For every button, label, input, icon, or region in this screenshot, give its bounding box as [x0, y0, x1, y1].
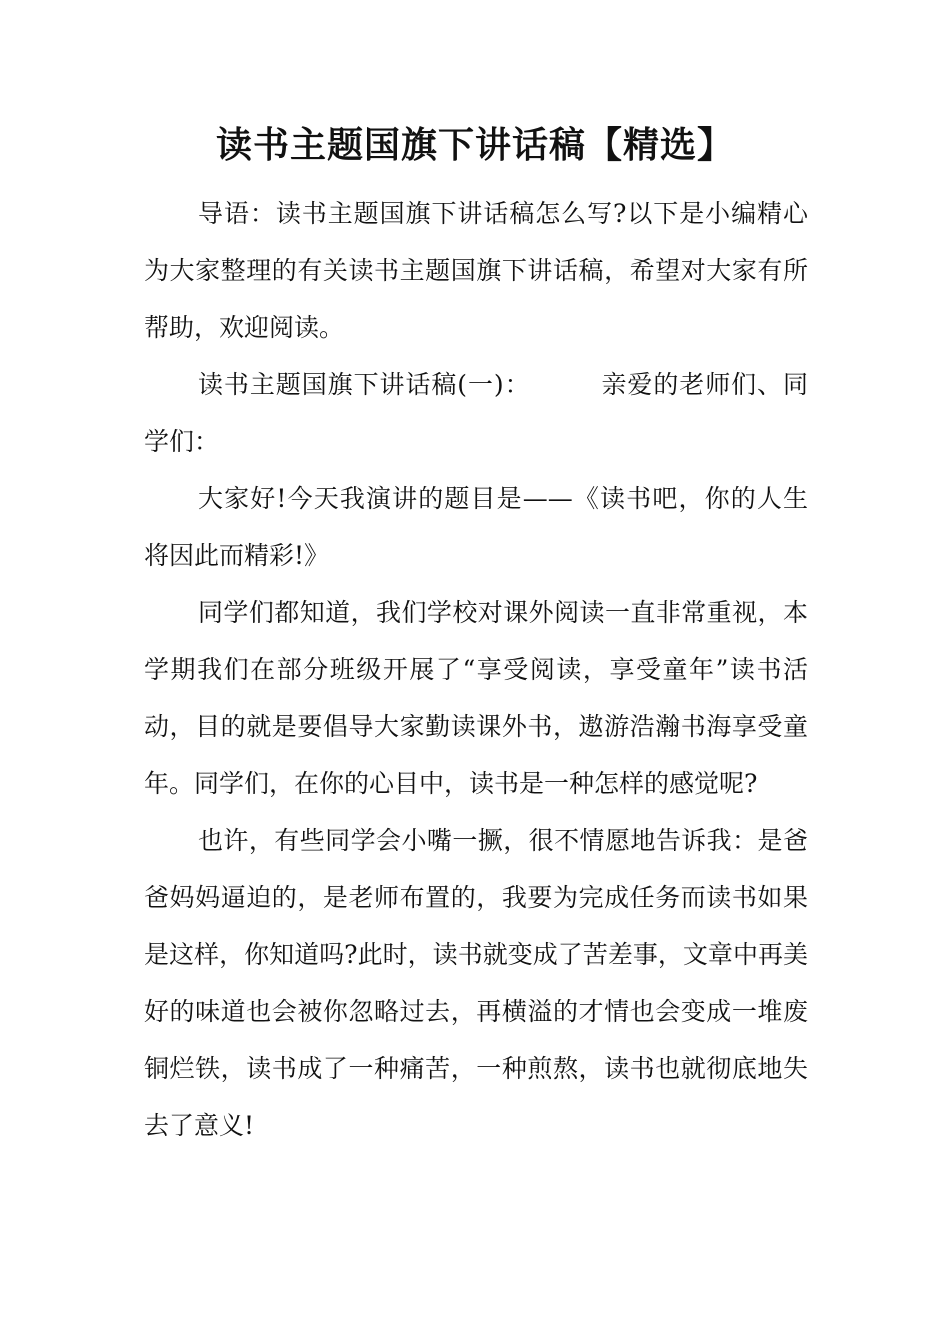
- speech-opening-paragraph: 大家好!今天我演讲的题目是——《读书吧，你的人生将因此而精彩!》: [144, 484, 808, 570]
- body-paragraph: 同学们都知道，我们学校对课外阅读一直非常重视，本学期我们在部分班级开展了“享受阅读，享受童年”读书活动，目的就是要倡导大家勤读课外书，遨游浩瀚书海享受童年。同学们，在你的心目中，读书是一种怎样的感觉呢?: [144, 598, 808, 798]
- intro-paragraph: 导语：读书主题国旗下讲话稿怎么写?以下是小编精心为大家整理的有关读书主题国旗下讲话稿，希望对大家有所帮助，欢迎阅读。: [144, 199, 808, 342]
- section-heading-paragraph: [144, 356, 808, 470]
- document-body: [144, 185, 808, 1154]
- document-title: 读书主题国旗下讲话稿【精选】: [215, 125, 734, 166]
- section-heading: 读书主题国旗下讲话稿(一)：: [198, 370, 531, 399]
- greeting: 亲爱的老师们、同学们：: [144, 370, 808, 456]
- body-paragraph: 也许，有些同学会小嘴一撅，很不情愿地告诉我：是爸爸妈妈逼迫的，是老师布置的，我要为完成任务而读书如果是这样，你知道吗?此时，读书就变成了苦差事，文章中再美好的味道也会被你忽略过去，再横溢的才情也会变成一堆废铜烂铁，读书成了一种痛苦，一种煎熬，读书也就彻底地失去了意义!: [144, 826, 808, 1140]
